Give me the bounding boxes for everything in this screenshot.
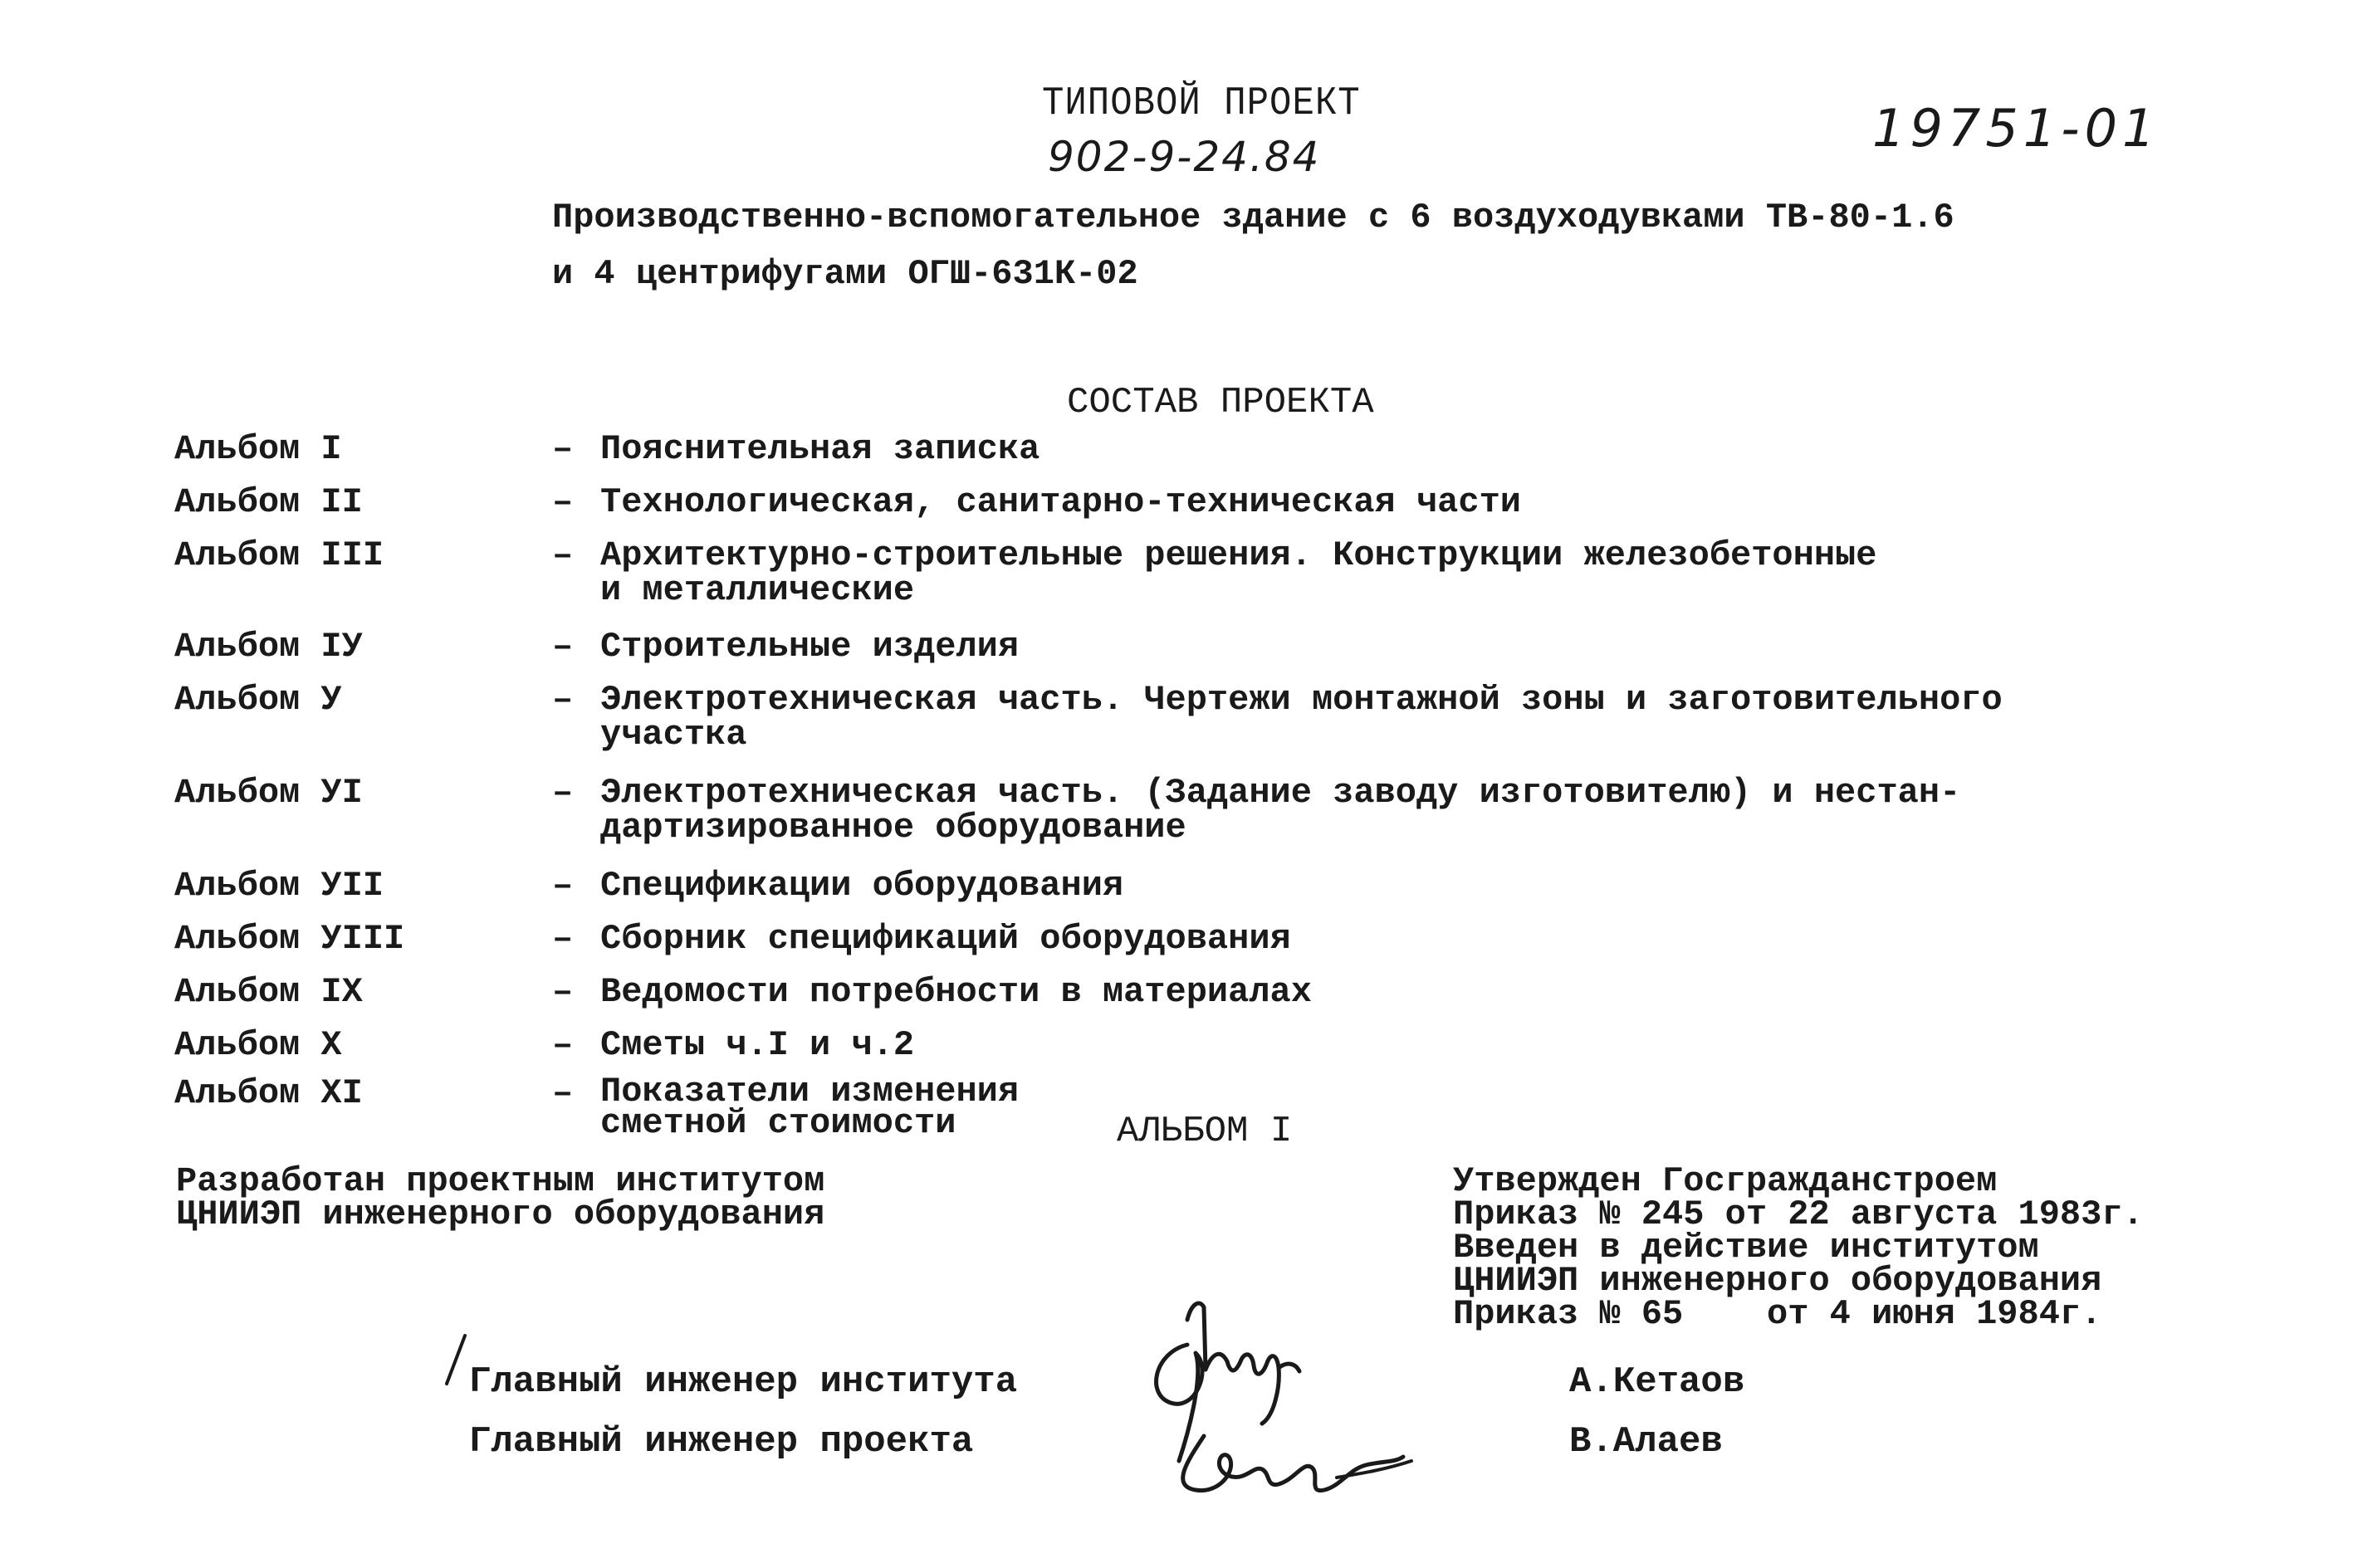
album-description: Показатели изменения сметной стоимости <box>600 1072 1020 1143</box>
dash: – <box>552 1073 574 1113</box>
handwritten-signatures <box>1137 1270 1436 1519</box>
album-description: Спецификации оборудования <box>600 866 1124 906</box>
album-label: Альбом III <box>174 535 384 575</box>
album-description: Строительные изделия <box>600 627 1020 667</box>
album-description: Электротехническая часть. (Задание заводу изготовителю) и нестан- дартизированное оборудование <box>600 773 1961 848</box>
approval-line-5: Приказ № 65 от 4 июня 1984г. <box>1453 1294 2102 1334</box>
album-row <box>174 429 2167 469</box>
dash: – <box>552 627 574 667</box>
document-code: 19751-01 <box>1872 98 2160 159</box>
album-list <box>174 429 2167 1143</box>
dash: – <box>552 866 574 906</box>
approval-line-2: Приказ № 245 от 22 августа 1983г. <box>1453 1194 2144 1234</box>
album-description: Сборник спецификаций оборудования <box>600 919 1291 959</box>
album-label: Альбом УI <box>174 773 363 813</box>
developer-line-2: ЦНИИЭП инженерного оборудования <box>176 1194 825 1234</box>
album-description: Пояснительная записка <box>600 429 1040 469</box>
album-row <box>174 773 2167 848</box>
tick-mark <box>440 1332 473 1390</box>
album-description: Архитектурно-строительные решения. Конструкции железобетонные и металлические <box>600 535 1877 610</box>
approval-block <box>1453 1161 2144 1334</box>
album-row <box>174 535 2167 610</box>
album-label: Альбом УIII <box>174 919 405 959</box>
album-row <box>174 919 2167 959</box>
signature-name-2: В.Алаев <box>1569 1421 1723 1463</box>
album-label: Альбом УII <box>174 866 384 906</box>
album-row <box>174 972 2167 1012</box>
dash: – <box>552 1025 574 1065</box>
album-label: Альбом У <box>174 680 342 720</box>
album-row <box>174 680 2167 755</box>
developer-line-1: Разработан проектным институтом <box>176 1161 825 1201</box>
subject-line-2: и 4 центрифугами ОГШ-631К-02 <box>552 254 1138 294</box>
album-description: Электротехническая часть. Чертежи монтажной зоны и заготовительного участка <box>600 680 2003 755</box>
album-row <box>174 866 2167 906</box>
album-label: Альбом IX <box>174 972 363 1012</box>
signature-role-1: Главный инженер института <box>469 1361 1018 1403</box>
dash: – <box>552 773 574 813</box>
album-row <box>174 627 2167 667</box>
album-row <box>174 1025 2167 1065</box>
dash: – <box>552 972 574 1012</box>
album-label: Альбом X <box>174 1025 342 1065</box>
approval-line-4: ЦНИИЭП инженерного оборудования <box>1453 1261 2102 1301</box>
section-title: СОСТАВ ПРОЕКТА <box>1067 382 1374 423</box>
signature-name-1: А.Кетаов <box>1569 1361 1745 1403</box>
album-label: Альбом I <box>174 429 342 469</box>
dash: – <box>552 680 574 720</box>
developer-block <box>176 1161 825 1234</box>
signature-role-2: Главный инженер проекта <box>469 1421 974 1463</box>
album-row <box>174 482 2167 522</box>
approval-line-3: Введен в действие институтом <box>1453 1228 2039 1268</box>
approval-line-1: Утвержден Госгражданстроем <box>1453 1161 1998 1201</box>
dash: – <box>552 429 574 469</box>
project-number: 902-9-24.84 <box>1048 133 1321 181</box>
album-label: Альбом XI <box>174 1073 363 1113</box>
dash: – <box>552 919 574 959</box>
album-label: Альбом II <box>174 482 363 522</box>
dash: – <box>552 482 574 522</box>
header-title: ТИПОВОЙ ПРОЕКТ <box>1042 81 1361 127</box>
subject-line-1: Производственно-вспомогательное здание с 6 воздуходувками ТВ-80-1.6 <box>552 198 1954 237</box>
album-description: Сметы ч.I и ч.2 <box>600 1025 915 1065</box>
album-description: Технологическая, санитарно-техническая части <box>600 482 1521 522</box>
album-label: Альбом IУ <box>174 627 363 667</box>
current-album-label: АЛЬБОМ I <box>1117 1111 1293 1152</box>
album-description: Ведомости потребности в материалах <box>600 972 1312 1012</box>
dash: – <box>552 535 574 575</box>
